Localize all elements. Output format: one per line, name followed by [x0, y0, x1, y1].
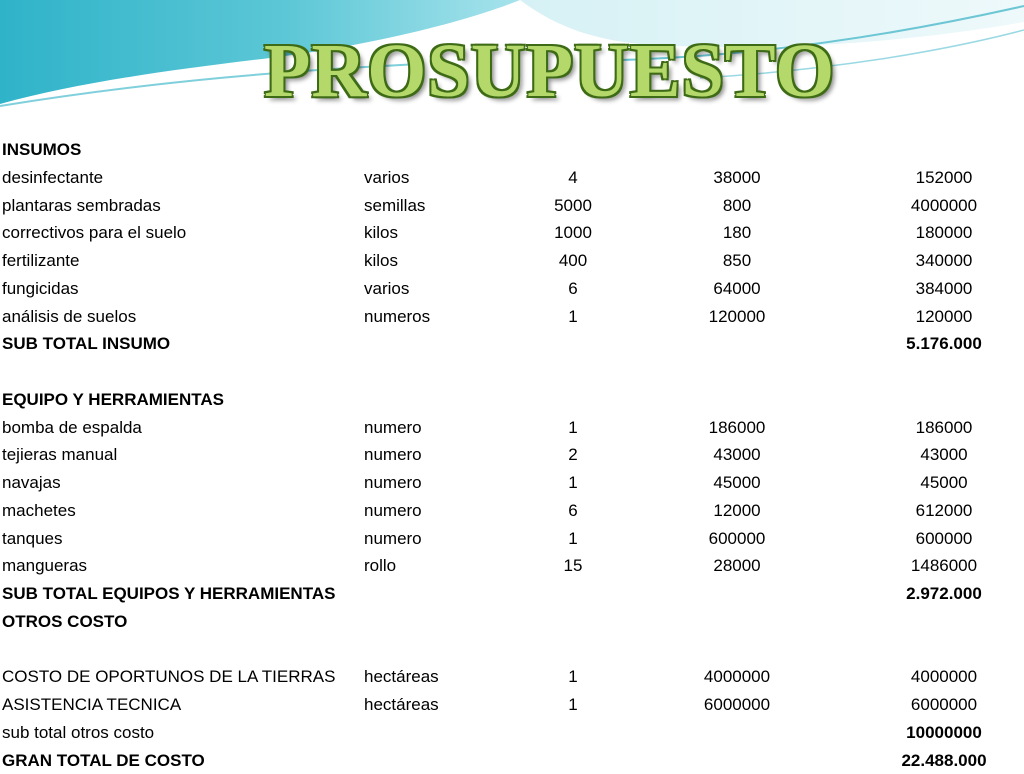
table-row: [0, 192, 1024, 220]
item-unit: numero: [362, 497, 516, 525]
item-name: COSTO DE OPORTUNOS DE LA TIERRAS: [0, 663, 362, 691]
section-title: INSUMOS: [0, 136, 362, 164]
item-total: 180000: [844, 219, 1024, 247]
item-unit: hectáreas: [362, 663, 516, 691]
spacer-row: [0, 636, 1024, 664]
item-unit: numero: [362, 469, 516, 497]
item-quantity: 1: [516, 469, 630, 497]
item-total: 340000: [844, 247, 1024, 275]
item-unit: numero: [362, 414, 516, 442]
item-quantity: 1: [516, 691, 630, 719]
item-total: 45000: [844, 469, 1024, 497]
table-row: [0, 691, 1024, 719]
item-unit-price: 6000000: [630, 691, 844, 719]
table-row: [0, 497, 1024, 525]
section-title: OTROS COSTO: [0, 608, 362, 636]
subtotal-label: SUB TOTAL INSUMO: [0, 330, 362, 358]
table-row: [0, 164, 1024, 192]
item-unit: hectáreas: [362, 691, 516, 719]
item-name: fertilizante: [0, 247, 362, 275]
item-name: tejieras manual: [0, 441, 362, 469]
section-header-otros: [0, 608, 1024, 636]
item-unit-price: 850: [630, 247, 844, 275]
item-unit: semillas: [362, 192, 516, 220]
item-quantity: 1: [516, 663, 630, 691]
item-unit-price: 600000: [630, 525, 844, 553]
item-name: tanques: [0, 525, 362, 553]
item-unit-price: 4000000: [630, 663, 844, 691]
table-row: [0, 247, 1024, 275]
table-row: [0, 552, 1024, 580]
item-quantity: 6: [516, 497, 630, 525]
item-quantity: 2: [516, 441, 630, 469]
subtotal-row-otros: [0, 719, 1024, 747]
item-unit: numero: [362, 441, 516, 469]
item-unit-price: 28000: [630, 552, 844, 580]
item-unit-price: 186000: [630, 414, 844, 442]
item-name: mangueras: [0, 552, 362, 580]
spacer-row: [0, 358, 1024, 386]
subtotal-value: 2.972.000: [844, 580, 1024, 608]
item-total: 4000000: [844, 663, 1024, 691]
item-name: correctivos para el suelo: [0, 219, 362, 247]
item-total: 120000: [844, 303, 1024, 331]
item-quantity: 4: [516, 164, 630, 192]
item-unit-price: 45000: [630, 469, 844, 497]
item-total: 43000: [844, 441, 1024, 469]
item-unit: varios: [362, 275, 516, 303]
table-row: [0, 303, 1024, 331]
item-quantity: 1: [516, 414, 630, 442]
table-row: [0, 441, 1024, 469]
table-row: [0, 663, 1024, 691]
item-name: navajas: [0, 469, 362, 497]
item-total: 600000: [844, 525, 1024, 553]
item-unit-price: 64000: [630, 275, 844, 303]
item-quantity: 6: [516, 275, 630, 303]
item-unit-price: 800: [630, 192, 844, 220]
item-total: 6000000: [844, 691, 1024, 719]
table-row: [0, 275, 1024, 303]
section-header-insumos: [0, 136, 1024, 164]
grand-total-value: 22.488.000: [844, 747, 1024, 774]
subtotal-row-insumos: [0, 330, 1024, 358]
item-name: plantaras sembradas: [0, 192, 362, 220]
item-quantity: 1: [516, 525, 630, 553]
subtotal-label: SUB TOTAL EQUIPOS Y HERRAMIENTAS: [0, 580, 362, 608]
table-row: [0, 219, 1024, 247]
item-quantity: 15: [516, 552, 630, 580]
item-unit: numero: [362, 525, 516, 553]
item-total: 1486000: [844, 552, 1024, 580]
item-unit-price: 12000: [630, 497, 844, 525]
item-total: 4000000: [844, 192, 1024, 220]
table-row: [0, 525, 1024, 553]
item-unit: varios: [362, 164, 516, 192]
item-name: desinfectante: [0, 164, 362, 192]
budget-table: [0, 136, 1024, 774]
item-name: machetes: [0, 497, 362, 525]
page-title: PROSUPUESTO: [264, 28, 834, 114]
item-quantity: 1000: [516, 219, 630, 247]
item-unit: kilos: [362, 219, 516, 247]
table-row: [0, 469, 1024, 497]
item-unit-price: 38000: [630, 164, 844, 192]
item-unit-price: 43000: [630, 441, 844, 469]
section-title: EQUIPO Y HERRAMIENTAS: [0, 386, 362, 414]
table-row: [0, 414, 1024, 442]
item-total: 186000: [844, 414, 1024, 442]
subtotal-value: 5.176.000: [844, 330, 1024, 358]
item-unit-price: 180: [630, 219, 844, 247]
item-unit-price: 120000: [630, 303, 844, 331]
subtotal-label: sub total otros costo: [0, 719, 362, 747]
item-name: ASISTENCIA TECNICA: [0, 691, 362, 719]
grand-total-row: [0, 747, 1024, 774]
section-header-equipo: [0, 386, 1024, 414]
item-name: fungicidas: [0, 275, 362, 303]
subtotal-row-equipo: [0, 580, 1024, 608]
item-quantity: 1: [516, 303, 630, 331]
item-unit: numeros: [362, 303, 516, 331]
subtotal-value: 10000000: [844, 719, 1024, 747]
item-unit: kilos: [362, 247, 516, 275]
item-quantity: 5000: [516, 192, 630, 220]
item-quantity: 400: [516, 247, 630, 275]
item-name: bomba de espalda: [0, 414, 362, 442]
item-name: análisis de suelos: [0, 303, 362, 331]
grand-total-label: GRAN TOTAL DE COSTO: [0, 747, 362, 774]
item-total: 612000: [844, 497, 1024, 525]
item-total: 152000: [844, 164, 1024, 192]
item-total: 384000: [844, 275, 1024, 303]
item-unit: rollo: [362, 552, 516, 580]
